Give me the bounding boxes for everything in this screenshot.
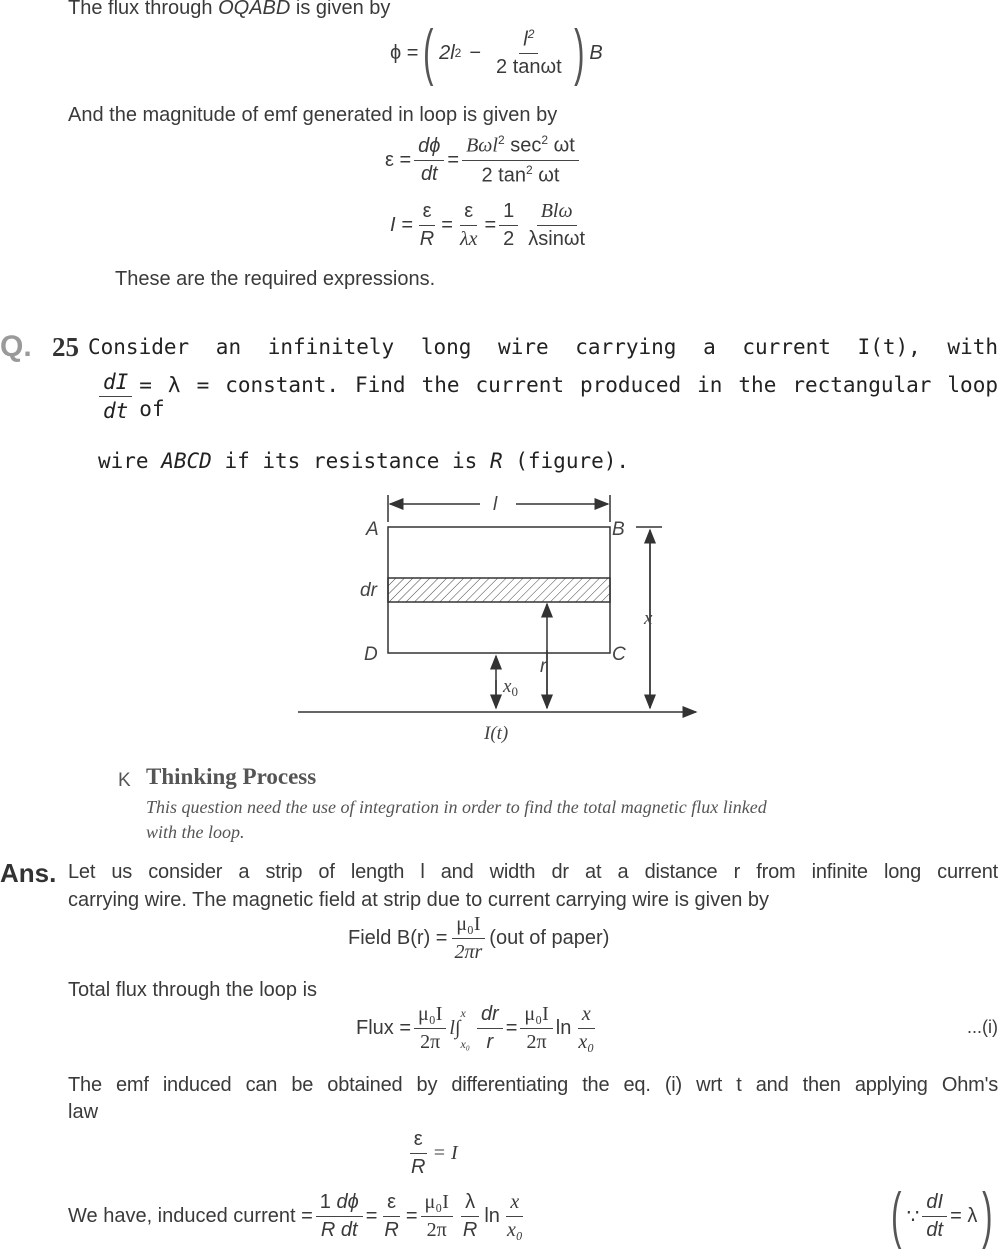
num [519,27,538,55]
den: 2π [426,1218,447,1241]
den: 2 [503,228,515,250]
fraction [499,200,518,251]
math: = [441,214,453,236]
fraction [414,1003,446,1054]
fraction [459,1191,481,1242]
emf-line: And the magnitude of emf generated in loop is given by [68,104,558,126]
math: Field B(r) = [348,927,448,949]
text: is given by [290,0,391,19]
den: x₀ [578,1031,595,1053]
num: ε [460,200,477,226]
field-equation [348,913,609,964]
fraction [421,1191,453,1242]
question-line [96,370,998,423]
math: B [589,41,603,64]
strip [388,578,610,602]
answer-text: The emf induced can be obtained by differentiating the eq. (i) wrt t and then applying Ohm's [68,1074,998,1096]
required-text: These are the required expressions. [115,268,436,290]
fraction [450,913,486,964]
den: λsinωt [528,228,586,250]
integral-limits [460,1006,470,1052]
fraction [574,1003,598,1054]
num: 1 [499,200,518,226]
math: ωt [548,134,575,157]
den: dt [926,1218,944,1241]
num: μ₀I [452,913,484,939]
fraction [922,1191,947,1242]
math: l [523,28,528,51]
num: μ₀I [421,1191,453,1217]
den: 2 tanωt [496,56,562,79]
math: = [447,148,460,171]
den: R [384,1218,399,1241]
num: dI [99,370,132,397]
label-a: A [366,519,379,540]
math: Flux = [356,1017,412,1039]
fraction [520,1003,552,1054]
num: dI [922,1191,947,1217]
paren: ( [423,18,434,87]
current-equation [390,200,592,251]
math: 2 [525,162,533,177]
num: ε [410,1128,427,1154]
math: I = [390,214,413,236]
fraction [492,27,566,80]
math: ωt [532,164,560,187]
label-c: C [612,644,626,665]
den: λx [459,228,478,250]
text: wire [98,449,162,473]
text: The flux through [68,0,219,19]
fraction [414,135,444,186]
text: OQABD [218,0,291,19]
label-current: I(t) [484,723,509,744]
fraction [380,1191,402,1242]
fraction [99,370,132,423]
den [477,161,563,188]
num [462,133,579,161]
answer-label: Ans. [0,858,57,888]
math: = λ [950,1204,978,1227]
thinking-text: with the loop. [146,822,245,842]
question-line [98,449,629,473]
math: ln [484,1204,500,1227]
math: − [469,41,482,64]
math: = [505,1017,518,1039]
label-d: D [364,644,378,665]
math: sec [504,134,542,157]
answer-text: law [68,1101,99,1123]
den: dt [420,162,438,185]
text: (figure). [502,449,630,473]
den: 2πr [454,941,483,963]
math: 2 [527,26,535,41]
fraction [477,1003,503,1054]
math: = [405,1204,418,1227]
den: r [486,1031,494,1053]
den: x₀ [506,1218,523,1241]
answer-text: Total flux through the loop is [68,979,318,1001]
ohm-equation [404,1128,458,1179]
equation-number: ...(i) [967,1017,998,1037]
math: x [460,1005,466,1020]
math: = [365,1204,378,1227]
text: = λ = constant. Find the current produced in the rectangular loop of [139,372,998,421]
math: (out of paper) [489,927,610,949]
num [316,1191,363,1217]
math: ln [555,1017,572,1039]
fraction [524,200,589,251]
math: 2l [439,41,455,64]
den: R [419,228,435,250]
thinking-marker: K [118,770,131,791]
text: R [489,449,503,473]
label-x0 [502,676,518,699]
math: We have, induced current = [68,1204,313,1227]
paren: ) [573,18,585,87]
question-line: Consider an infinitely long wire carrying a current I(t), with [88,335,998,359]
math: l∫ [449,1017,461,1039]
fraction [462,133,579,187]
num: x [578,1003,595,1029]
num: λ [461,1191,479,1217]
math: dϕ [336,1190,359,1213]
flux-line [68,0,390,20]
fraction [316,1191,363,1242]
text: ABCD [161,449,212,473]
math: = I [432,1142,458,1164]
math: 1 [319,1190,331,1213]
label-l: l [493,494,498,515]
num: ε [419,200,436,226]
den: 2π [526,1031,547,1053]
thinking-title: Thinking Process [146,764,317,789]
math: 2 [498,133,505,147]
math: 2 tan [481,164,526,187]
num: μ₀I [520,1003,552,1029]
num: μ₀I [414,1003,446,1029]
num: ε [383,1191,400,1217]
math: ε = [385,148,412,171]
math: = [484,214,497,236]
answer-text: carrying wire. The magnetic field at strip due to current carrying wire is given by [68,889,770,911]
math: x₀ [460,1036,470,1051]
math: Bωl [466,134,498,157]
label-x: x [644,608,653,629]
math: ϕ = [390,41,419,64]
question-label: Q. [0,330,32,363]
den: R dt [320,1218,358,1241]
induced-current-equation [68,1181,998,1250]
den: R [411,1156,426,1178]
loop-figure [0,490,1000,750]
num: x [506,1191,523,1217]
question-number: 25 [52,332,79,362]
fraction [416,200,438,251]
text: if its resistance is [211,449,490,473]
flux-equation [356,1003,601,1054]
math: x [503,676,512,697]
phi-equation [390,18,603,87]
den: R [462,1218,478,1241]
label-b: B [612,519,625,540]
paren: ) [982,1181,993,1250]
answer-text: Let us consider a strip of length l and width dr at a distance r from infinite long current [68,861,998,883]
math: 2 [541,133,549,147]
emf-equation [385,133,582,187]
num: Blω [537,200,577,226]
num: dϕ [414,135,444,161]
math: 0 [511,684,518,699]
math: ∵ [906,1205,920,1228]
fraction [503,1191,527,1242]
paren: ( [891,1181,902,1250]
label-dr: dr [360,580,377,601]
den: 2π [420,1031,441,1053]
fraction [456,200,482,251]
label-r: r [540,656,547,677]
num: dr [477,1003,503,1029]
den: dt [103,399,129,423]
thinking-text: This question need the use of integration in order to find the total magnetic flux linked [146,797,767,817]
fraction [407,1128,429,1179]
math: 2 [454,46,462,60]
